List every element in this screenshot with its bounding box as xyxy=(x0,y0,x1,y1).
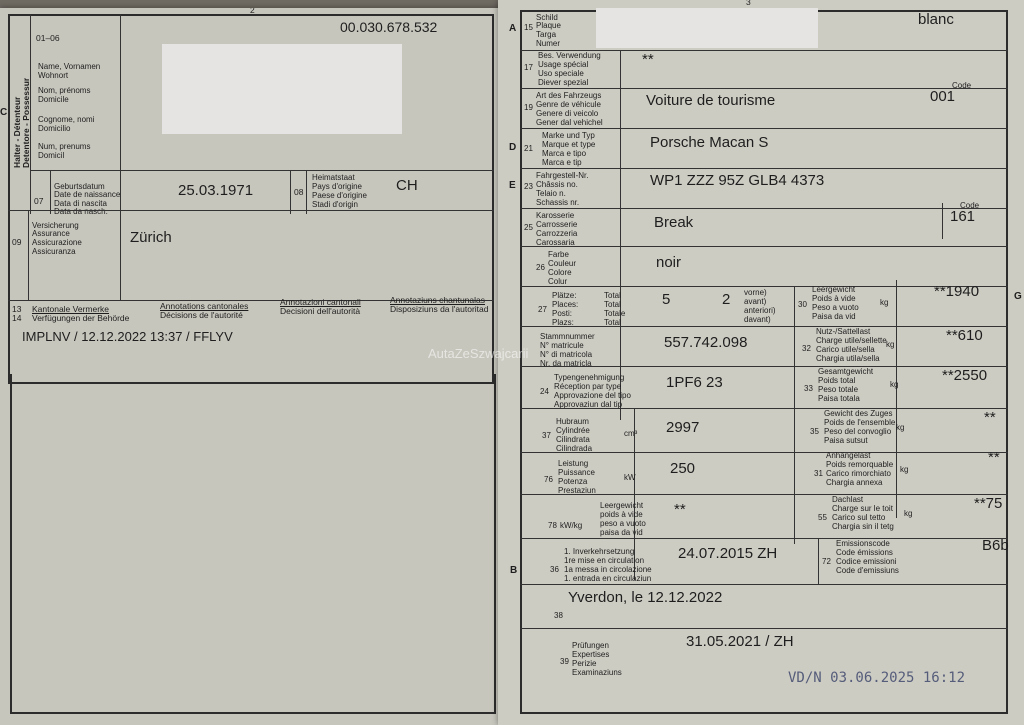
right-page xyxy=(498,0,1024,725)
usage-label: Bes. Verwendung xyxy=(538,51,601,60)
make-label: Marca e tip xyxy=(542,158,582,167)
front-seats-label: avant) xyxy=(744,297,767,306)
field-num: 15 xyxy=(524,23,533,32)
total-weight-label: Gesamtgewicht xyxy=(818,367,874,376)
type-approval-label: Approvaziun dal tip xyxy=(554,400,623,409)
code-label: Code xyxy=(952,81,972,90)
home-num: 08 xyxy=(294,187,304,197)
name-label: Cognome, nomi xyxy=(38,115,95,124)
issue-place-date: Yverdon, le 12.12.2022 xyxy=(568,589,723,606)
unit-label: kg xyxy=(900,465,909,474)
total-weight-label: Poids total xyxy=(818,376,856,385)
towing-label: Carico rimorchiato xyxy=(826,469,891,478)
name-label: Num, prenums xyxy=(38,142,91,151)
field-num: 23 xyxy=(524,182,533,191)
make-label: Marque et type xyxy=(542,140,596,149)
first-registration-label: 1. entrada en circulaziun xyxy=(564,574,652,583)
towing-label: Chargia annexa xyxy=(826,478,883,487)
holder-title-1: Halter - Détenteur xyxy=(12,96,22,168)
birth-num: 07 xyxy=(34,196,44,206)
insurance-label: Assicuranza xyxy=(32,247,76,256)
home-value: CH xyxy=(396,177,418,194)
power-value: 250 xyxy=(670,460,696,477)
section-a-letter: A xyxy=(509,23,517,34)
power-label: Leistung xyxy=(558,459,589,468)
front-seats-value: 2 xyxy=(722,291,731,308)
inspection-label: Expertises xyxy=(572,650,610,659)
section-d-letter: D xyxy=(509,142,517,153)
field-num: 35 xyxy=(810,427,819,436)
cantonal-num: 14 xyxy=(12,313,22,323)
birth-label: Data da nasch. xyxy=(54,207,108,216)
roof-load-label: Dachlast xyxy=(832,495,864,504)
holder-title-2: Detentore - Possessur xyxy=(21,77,31,168)
towing-value: ** xyxy=(988,449,1000,466)
unit-label: cm³ xyxy=(624,429,638,438)
blank-annotations-frame xyxy=(10,374,496,714)
train-weight-label: Paisa sutsut xyxy=(824,436,868,445)
plate-label: Schild xyxy=(536,13,558,22)
type-approval-label: Typengenehmigung xyxy=(554,373,625,382)
roof-load-label: Carico sul tetto xyxy=(832,513,886,522)
field-num: 33 xyxy=(804,384,813,393)
code-01-06: 01–06 xyxy=(36,33,60,43)
body-code: 161 xyxy=(950,208,976,225)
field-num: 19 xyxy=(524,103,533,112)
cantonal-label: Disposiziuns da l'autoritad xyxy=(390,304,489,314)
chassis-value: WP1 ZZZ 95Z GLB4 4373 xyxy=(650,172,825,189)
body-label: Carossaria xyxy=(536,238,575,247)
inspection-label: Perizie xyxy=(572,659,597,668)
color-value: noir xyxy=(656,254,682,271)
front-seats-label: anteriori) xyxy=(744,306,776,315)
displacement-label: Hubraum xyxy=(556,417,589,426)
total-weight-value: **2550 xyxy=(942,367,988,384)
power-weight-label: Leergewicht xyxy=(600,501,644,510)
displacement-label: Cylindrée xyxy=(556,426,590,435)
empty-weight-label: Peso a vuoto xyxy=(812,303,859,312)
train-weight-value: ** xyxy=(984,409,996,426)
first-registration-value: 24.07.2015 ZH xyxy=(678,545,778,562)
usage-label: Usage spécial xyxy=(538,60,589,69)
vehicle-type-value: Voiture de tourisme xyxy=(646,92,776,109)
unit-label: kg xyxy=(890,380,899,389)
home-label: Heimatstaat xyxy=(312,173,355,182)
roof-load-value: **75 xyxy=(974,495,1003,512)
emission-label: Emissionscode xyxy=(836,539,890,548)
power-label: Prestaziun xyxy=(558,486,596,495)
usage-label: Uso speciale xyxy=(538,69,584,78)
train-weight-label: Poids de l'ensemble xyxy=(824,418,896,427)
towing-label: Anhängelast xyxy=(826,451,871,460)
field-num: 32 xyxy=(802,344,811,353)
payload-value: **610 xyxy=(946,327,983,344)
color-label: Couleur xyxy=(548,259,577,268)
body-label: Karosserie xyxy=(536,211,575,220)
field-num: 31 xyxy=(814,469,823,478)
front-seats-label: vorne) xyxy=(744,288,767,297)
cantonal-label: Verfügungen der Behörde xyxy=(32,313,130,323)
seats-label: Plätze: xyxy=(552,291,577,300)
usage-label: Diever spezial xyxy=(538,78,589,87)
cantonal-value: IMPLNV / 12.12.2022 13:37 / FFLYV xyxy=(22,329,233,344)
birth-label: Data di nascita xyxy=(54,199,107,208)
payload-label: Chargia utila/sella xyxy=(816,354,880,363)
displacement-label: Cilindrata xyxy=(556,435,590,444)
roof-load-label: Charge sur le toit xyxy=(832,504,893,513)
code-label: Code xyxy=(960,201,980,210)
cantonal-num: 13 xyxy=(12,304,22,314)
color-label: Colore xyxy=(548,268,572,277)
body-label: Carrosserie xyxy=(536,220,578,229)
plate-label: Targa xyxy=(536,30,557,39)
unit-label: kg xyxy=(886,340,895,349)
power-label: Potenza xyxy=(558,477,588,486)
cantonal-label: Annotazioni cantonali xyxy=(280,297,361,307)
field-num: 24 xyxy=(540,387,549,396)
page-number: 3 xyxy=(746,0,751,7)
first-registration-label: 1a messa in circolazione xyxy=(564,565,652,574)
total-weight-label: Peso totale xyxy=(818,385,859,394)
power-weight-label: peso a vuoto xyxy=(600,519,646,528)
empty-weight-label: Poids à vide xyxy=(812,294,856,303)
field-num: 27 xyxy=(538,305,547,314)
insurance-num: 09 xyxy=(12,237,22,247)
field-num: 25 xyxy=(524,223,533,232)
field-num: 39 xyxy=(560,657,569,666)
payload-label: Nutz-/Sattellast xyxy=(816,327,871,336)
chassis-label: Fahrgestell-Nr. xyxy=(536,171,589,180)
inspection-label: Prüfungen xyxy=(572,641,609,650)
field-num: 72 xyxy=(822,557,831,566)
field-num: 26 xyxy=(536,263,545,272)
plate-value: blanc xyxy=(918,11,954,28)
matricule-label: Nr. da matricla xyxy=(540,359,592,368)
vehicle-type-label: Art des Fahrzeugs xyxy=(536,91,602,100)
train-weight-label: Peso del convoglio xyxy=(824,427,892,436)
matricule-label: Stammnummer xyxy=(540,332,595,341)
make-value: Porsche Macan S xyxy=(650,134,769,151)
cantonal-label: Décisions de l'autorité xyxy=(160,310,243,320)
payload-label: Carico utile/sella xyxy=(816,345,875,354)
train-weight-label: Gewicht des Zuges xyxy=(824,409,893,418)
seats-label: Posti: xyxy=(552,309,573,318)
field-num: 38 xyxy=(554,611,563,620)
seats-value: 5 xyxy=(662,291,671,308)
matricule-label: N° di matricola xyxy=(540,350,593,359)
unit-label: kg xyxy=(904,509,913,518)
inspection-value: 31.05.2021 / ZH xyxy=(686,633,794,650)
make-label: Marke und Typ xyxy=(542,131,595,140)
unit-label: kg xyxy=(896,423,905,432)
displacement-value: 2997 xyxy=(666,419,700,436)
birth-label: Geburtsdatum xyxy=(54,182,105,191)
unit-label: kW/kg xyxy=(560,521,583,530)
cantonal-label: Kantonale Vermerke xyxy=(32,304,110,314)
field-num: 55 xyxy=(818,513,827,522)
vehicle-type-label: Genre de véhicule xyxy=(536,100,601,109)
home-label: Paese d'origine xyxy=(312,191,367,200)
plate-label: Plaque xyxy=(536,21,561,30)
field-num: 21 xyxy=(524,144,533,153)
emission-label: Code d'emissiuns xyxy=(836,566,899,575)
emission-label: Codice emissioni xyxy=(836,557,897,566)
type-approval-label: Approvazione del tipo xyxy=(554,391,631,400)
chassis-label: Telaio n. xyxy=(536,189,566,198)
redacted-plate xyxy=(596,8,818,48)
home-label: Pays d'origine xyxy=(312,182,362,191)
insurance-value: Zürich xyxy=(130,229,172,246)
field-num: 37 xyxy=(542,431,551,440)
unit-label: kg xyxy=(880,298,889,307)
field-num: 36 xyxy=(550,565,559,574)
name-label: Domicile xyxy=(38,95,69,104)
displacement-label: Cilindrada xyxy=(556,444,593,453)
vehicle-type-code: 001 xyxy=(930,88,956,105)
home-label: Stadi d'origin xyxy=(312,200,358,209)
body-value: Break xyxy=(654,214,694,231)
insurance-label: Versicherung xyxy=(32,221,79,230)
cantonal-label: Annotations cantonales xyxy=(160,301,249,311)
field-num: 30 xyxy=(798,300,807,309)
usage-value: ** xyxy=(642,51,654,68)
first-registration-label: 1. Inverkehrsetzung xyxy=(564,547,635,556)
chassis-label: Châssis no. xyxy=(536,180,578,189)
seats-total-label: Total xyxy=(604,300,621,309)
inspection-label: Examinaziuns xyxy=(572,668,622,677)
plate-label: Numer xyxy=(536,39,561,48)
name-label: Domicil xyxy=(38,151,65,160)
birth-label: Date de naissance xyxy=(54,190,121,199)
cantonal-label: Annotaziuns chantunalas xyxy=(390,295,485,305)
field-num: 17 xyxy=(524,63,533,72)
power-weight-label: paisa da vid xyxy=(600,528,643,537)
document-number: 00.030.678.532 xyxy=(340,19,438,35)
empty-weight-label: Paisa da vid xyxy=(812,312,856,321)
power-weight-value: ** xyxy=(674,501,686,518)
total-weight-label: Paisa totala xyxy=(818,394,860,403)
power-label: Puissance xyxy=(558,468,595,477)
seats-total-label: Totale xyxy=(604,309,626,318)
body-label: Carrozzeria xyxy=(536,229,578,238)
front-seats-label: davant) xyxy=(744,315,771,324)
payload-label: Charge utile/sellette xyxy=(816,336,887,345)
birth-date: 25.03.1971 xyxy=(178,182,254,199)
redacted-holder-name xyxy=(162,44,402,134)
section-b-letter: B xyxy=(510,565,518,576)
power-weight-label: poids à vide xyxy=(600,510,643,519)
name-label: Name, Vornamen xyxy=(38,62,101,71)
emission-label: Code émissions xyxy=(836,548,893,557)
print-stamp: VD/N 03.06.2025 16:12 xyxy=(788,670,966,686)
color-label: Colur xyxy=(548,277,568,286)
vehicle-type-label: Gener dal vehichel xyxy=(536,118,603,127)
field-num: 76 xyxy=(544,475,553,484)
empty-weight-label: Leergewicht xyxy=(812,285,856,294)
cantonal-label: Decisioni dell'autorità xyxy=(280,306,361,316)
chassis-label: Schassis nr. xyxy=(536,198,580,207)
name-label: Wohnort xyxy=(38,71,69,80)
section-e-letter: E xyxy=(509,180,516,191)
type-approval-value: 1PF6 23 xyxy=(666,374,723,391)
seats-label: Plazs: xyxy=(552,318,574,327)
section-g-letter: G xyxy=(1014,291,1022,302)
emission-value: B6b xyxy=(982,537,1009,554)
empty-weight-value: **1940 xyxy=(934,283,980,300)
name-label: Domicilio xyxy=(38,124,71,133)
insurance-label: Assurance xyxy=(32,229,70,238)
unit-label: kW xyxy=(624,473,636,482)
matricule-label: N° matricule xyxy=(540,341,584,350)
section-c-letter: C xyxy=(0,107,8,118)
page-number: 2 xyxy=(250,8,255,15)
roof-load-label: Chargia sin il tetg xyxy=(832,522,894,531)
name-label: Nom, prénoms xyxy=(38,86,91,95)
seats-total-label: Total xyxy=(604,318,621,327)
watermark: AutaZeSzwajcarii xyxy=(428,346,529,361)
towing-label: Poids remorquable xyxy=(826,460,894,469)
color-label: Farbe xyxy=(548,250,569,259)
seats-total-label: Total xyxy=(604,291,621,300)
first-registration-label: 1re mise en circulation xyxy=(564,556,645,565)
matricule-value: 557.742.098 xyxy=(664,334,748,351)
seats-label: Places: xyxy=(552,300,579,309)
field-num: 78 xyxy=(548,521,557,530)
make-label: Marca e tipo xyxy=(542,149,587,158)
insurance-label: Assicurazione xyxy=(32,238,82,247)
type-approval-label: Réception par type xyxy=(554,382,622,391)
vehicle-type-label: Genere di veicolo xyxy=(536,109,599,118)
